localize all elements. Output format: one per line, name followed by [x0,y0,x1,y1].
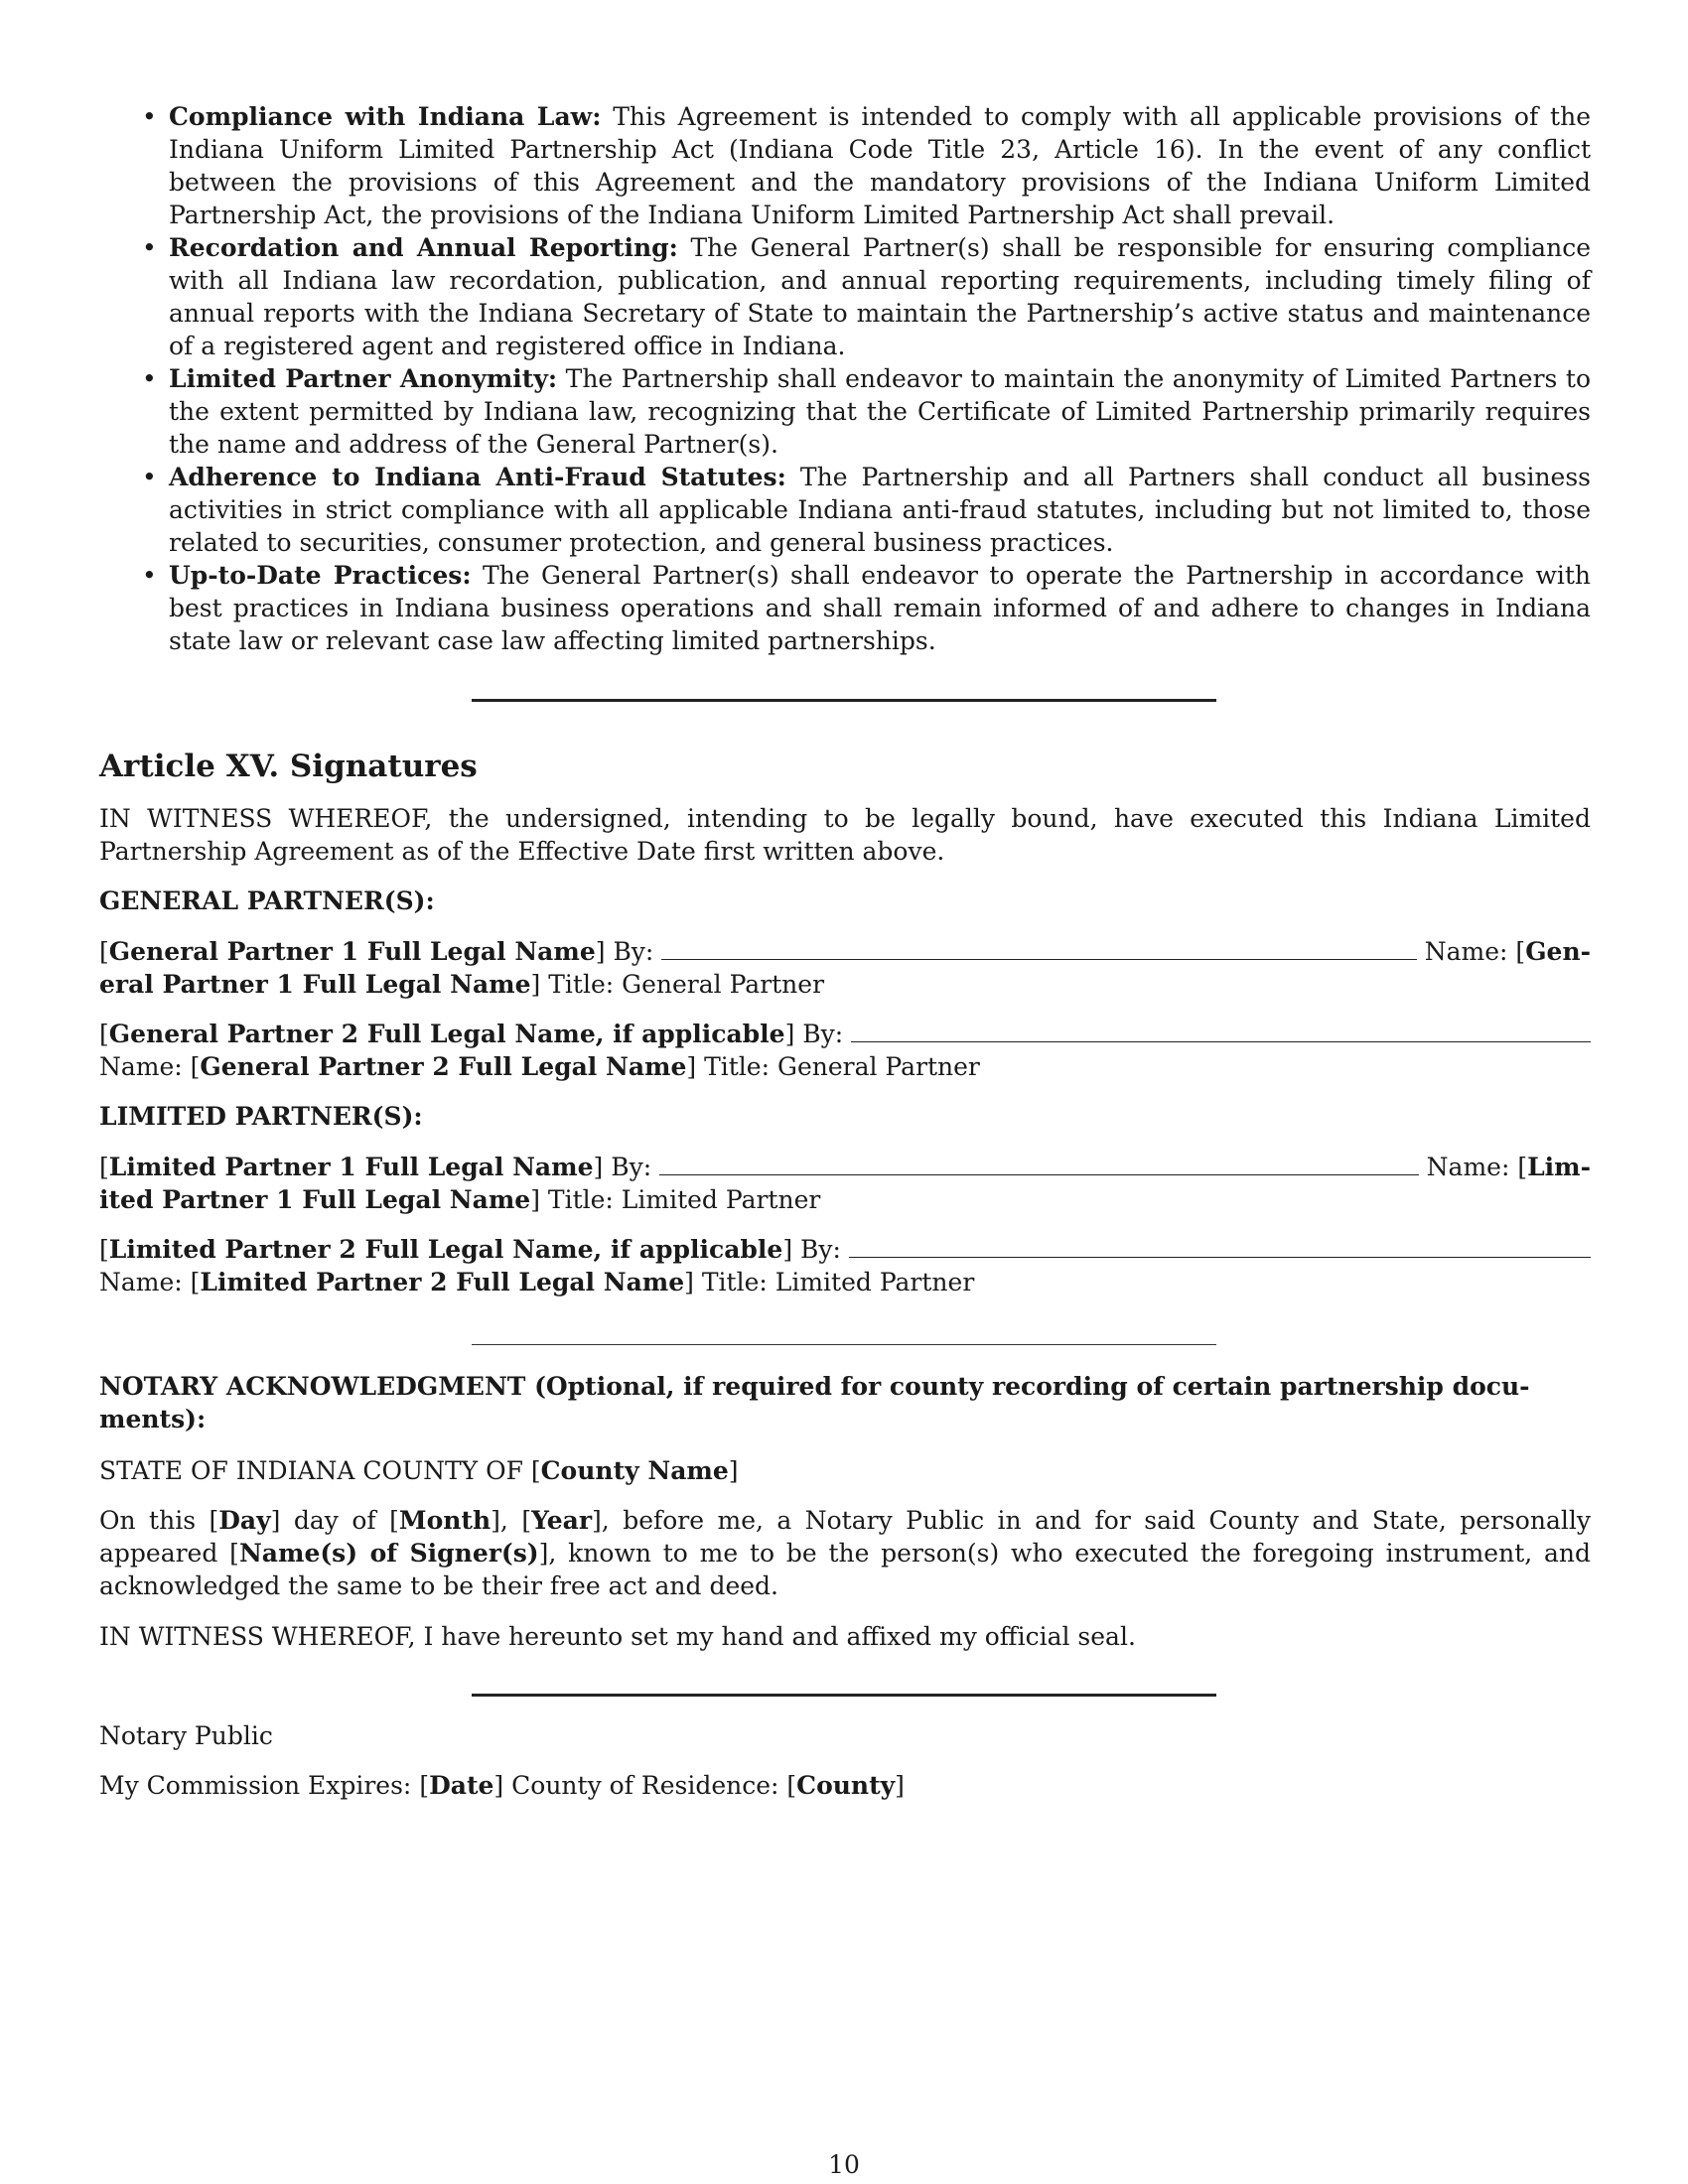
year-placeholder: Year [531,1506,593,1535]
gp1-signature-block: [General Partner 1 Full Legal Name] By: Name: [Gen- eral Partner 1 Full Legal Name] Title: General Partner [99,937,1591,999]
list-item [99,461,1591,559]
county-placeholder: County [796,1771,896,1800]
list-item [99,100,1591,231]
lp1-signature-line[interactable] [659,1153,1419,1175]
witness-paragraph: IN WITNESS WHEREOF, the undersigned, intending to be legally bound, have executed this Indiana Limited Partnership Agreement as of the Effective Date first written above. [99,804,1591,866]
provision-text: The Partnership shall endeavor to maintain the anonymity of Limited Partners to the extent permitted by Indiana law, recognizing that the Certificate of Limited Partnership primarily requires the name and address of the General Partner(s). [169,364,1591,459]
lp1-title: Title: Limited Partner [547,1185,821,1214]
bullet-icon: • [142,463,157,491]
notary-heading: NOTARY ACKNOWLEDGMENT (Optional, if required for county recording of certain partnership docu- ments): [99,1372,1530,1433]
provision-list [99,100,1591,657]
gp2-signature-line[interactable] [851,1020,1591,1042]
list-item [99,231,1591,362]
lp1-name-value: ited Partner 1 Full Legal Name [99,1185,531,1214]
lp2-title: Title: Limited Partner [701,1268,975,1297]
state-county-line: STATE OF INDIANA COUNTY OF [County Name] [99,1456,739,1485]
provision-title: Limited Partner Anonymity: [169,364,558,393]
commission-line: My Commission Expires: [Date] County of Residence: [County] [99,1771,905,1800]
notary-public-label: Notary Public [99,1721,273,1750]
gp1-signature-line[interactable] [661,937,1417,960]
list-item [99,559,1591,657]
list-item [99,362,1591,461]
gp2-name-value: General Partner 2 Full Legal Name [200,1052,687,1081]
lp2-signature-block: [Limited Partner 2 Full Legal Name, if applicable] By: Name: [Limited Partner 2 Full Legal Name] Title: Limited Partner [99,1233,1591,1298]
bullet-icon: • [142,364,157,393]
notary-witness-line: IN WITNESS WHEREOF, I have hereunto set my hand and affixed my official seal. [99,1622,1136,1651]
provision-text: The Partnership and all Partners shall conduct all business activities in strict compliance with all applicable Indiana anti-fraud statutes, including but not limited to, those related to securities, consumer protection, and general business practices. [169,463,1591,557]
lp1-name-placeholder: Limited Partner 1 Full Legal Name [108,1153,594,1181]
bullet-icon: • [142,102,157,131]
signers-placeholder: Name(s) of Signer(s) [238,1539,539,1568]
provision-text: The General Partner(s) shall be responsible for ensuring compliance with all Indiana law recordation, publication, and annual reporting requirements, including timely filing of annual reports with the Indiana Secretary of State to maintain the Partnership’s active status and maintenance of a registered agent and registered office in Indiana. [169,233,1591,360]
provision-title: Recordation and Annual Reporting: [169,233,678,262]
article-heading: Article XV. Signatures [99,749,478,784]
bullet-icon: • [142,561,157,590]
month-placeholder: Month [398,1506,492,1535]
lp2-name-value: Limited Partner 2 Full Legal Name [200,1268,685,1297]
notary-signature-line[interactable] [472,1694,1216,1697]
gp2-name-placeholder: General Partner 2 Full Legal Name, if applicable [108,1020,785,1048]
gp1-name-value: eral Partner 1 Full Legal Name [99,970,531,999]
section-divider [472,699,1216,702]
provision-title: Adherence to Indiana Anti-Fraud Statutes: [169,463,786,491]
provision-title: Compliance with Indiana Law: [169,102,602,131]
provision-text: This Agreement is intended to comply with all applicable provisions of the Indiana Uniform Limited Partnership Act (Indiana Code Title 23, Article 16). In the event of any conflict between the provisions of this Agreement and the mandatory provisions of the Indiana Uniform Limited Partnership Act, the provisions of the Indiana Uniform Limited Partnership Act shall prevail. [169,102,1591,229]
date-placeholder: Date [429,1771,494,1800]
section-divider [472,1344,1216,1345]
gp2-signature-block: [General Partner 2 Full Legal Name, if applicable] By: Name: [General Partner 2 Full Legal Name] Title: General Partner [99,1018,1591,1083]
county-name-placeholder: County Name [540,1456,729,1485]
gp1-name-placeholder: General Partner 1 Full Legal Name [108,937,596,966]
bullet-icon: • [142,233,157,262]
provision-text: The General Partner(s) shall endeavor to operate the Partnership in accordance with best practices in Indiana business operations and shall remain informed of and adhere to changes in Indiana state law or relevant case law affecting limited partnerships. [169,561,1591,655]
general-partners-label: GENERAL PARTNER(S): [99,887,435,915]
notary-acknowledgment-paragraph: On this [Day] day of [Month], [Year], before me, a Notary Public in and for said County and State, personally appeared [Name(s) of Signer(s)], known to me to be the person(s) who executed the foregoing instrument, and acknowledged the same to be their free act and deed. [99,1506,1592,1600]
page-number: 10 [828,2150,860,2179]
lp2-name-placeholder: Limited Partner 2 Full Legal Name, if applicable [108,1235,783,1264]
lp2-signature-line[interactable] [849,1235,1591,1258]
gp1-title: Title: General Partner [548,970,825,999]
limited-partners-label: LIMITED PARTNER(S): [99,1102,423,1131]
day-placeholder: Day [218,1506,271,1535]
gp2-title: Title: General Partner [704,1052,980,1081]
lp1-signature-block: [Limited Partner 1 Full Legal Name] By: Name: [Lim- ited Partner 1 Full Legal Name] Title: Limited Partner [99,1153,1591,1214]
provision-title: Up-to-Date Practices: [169,561,472,590]
